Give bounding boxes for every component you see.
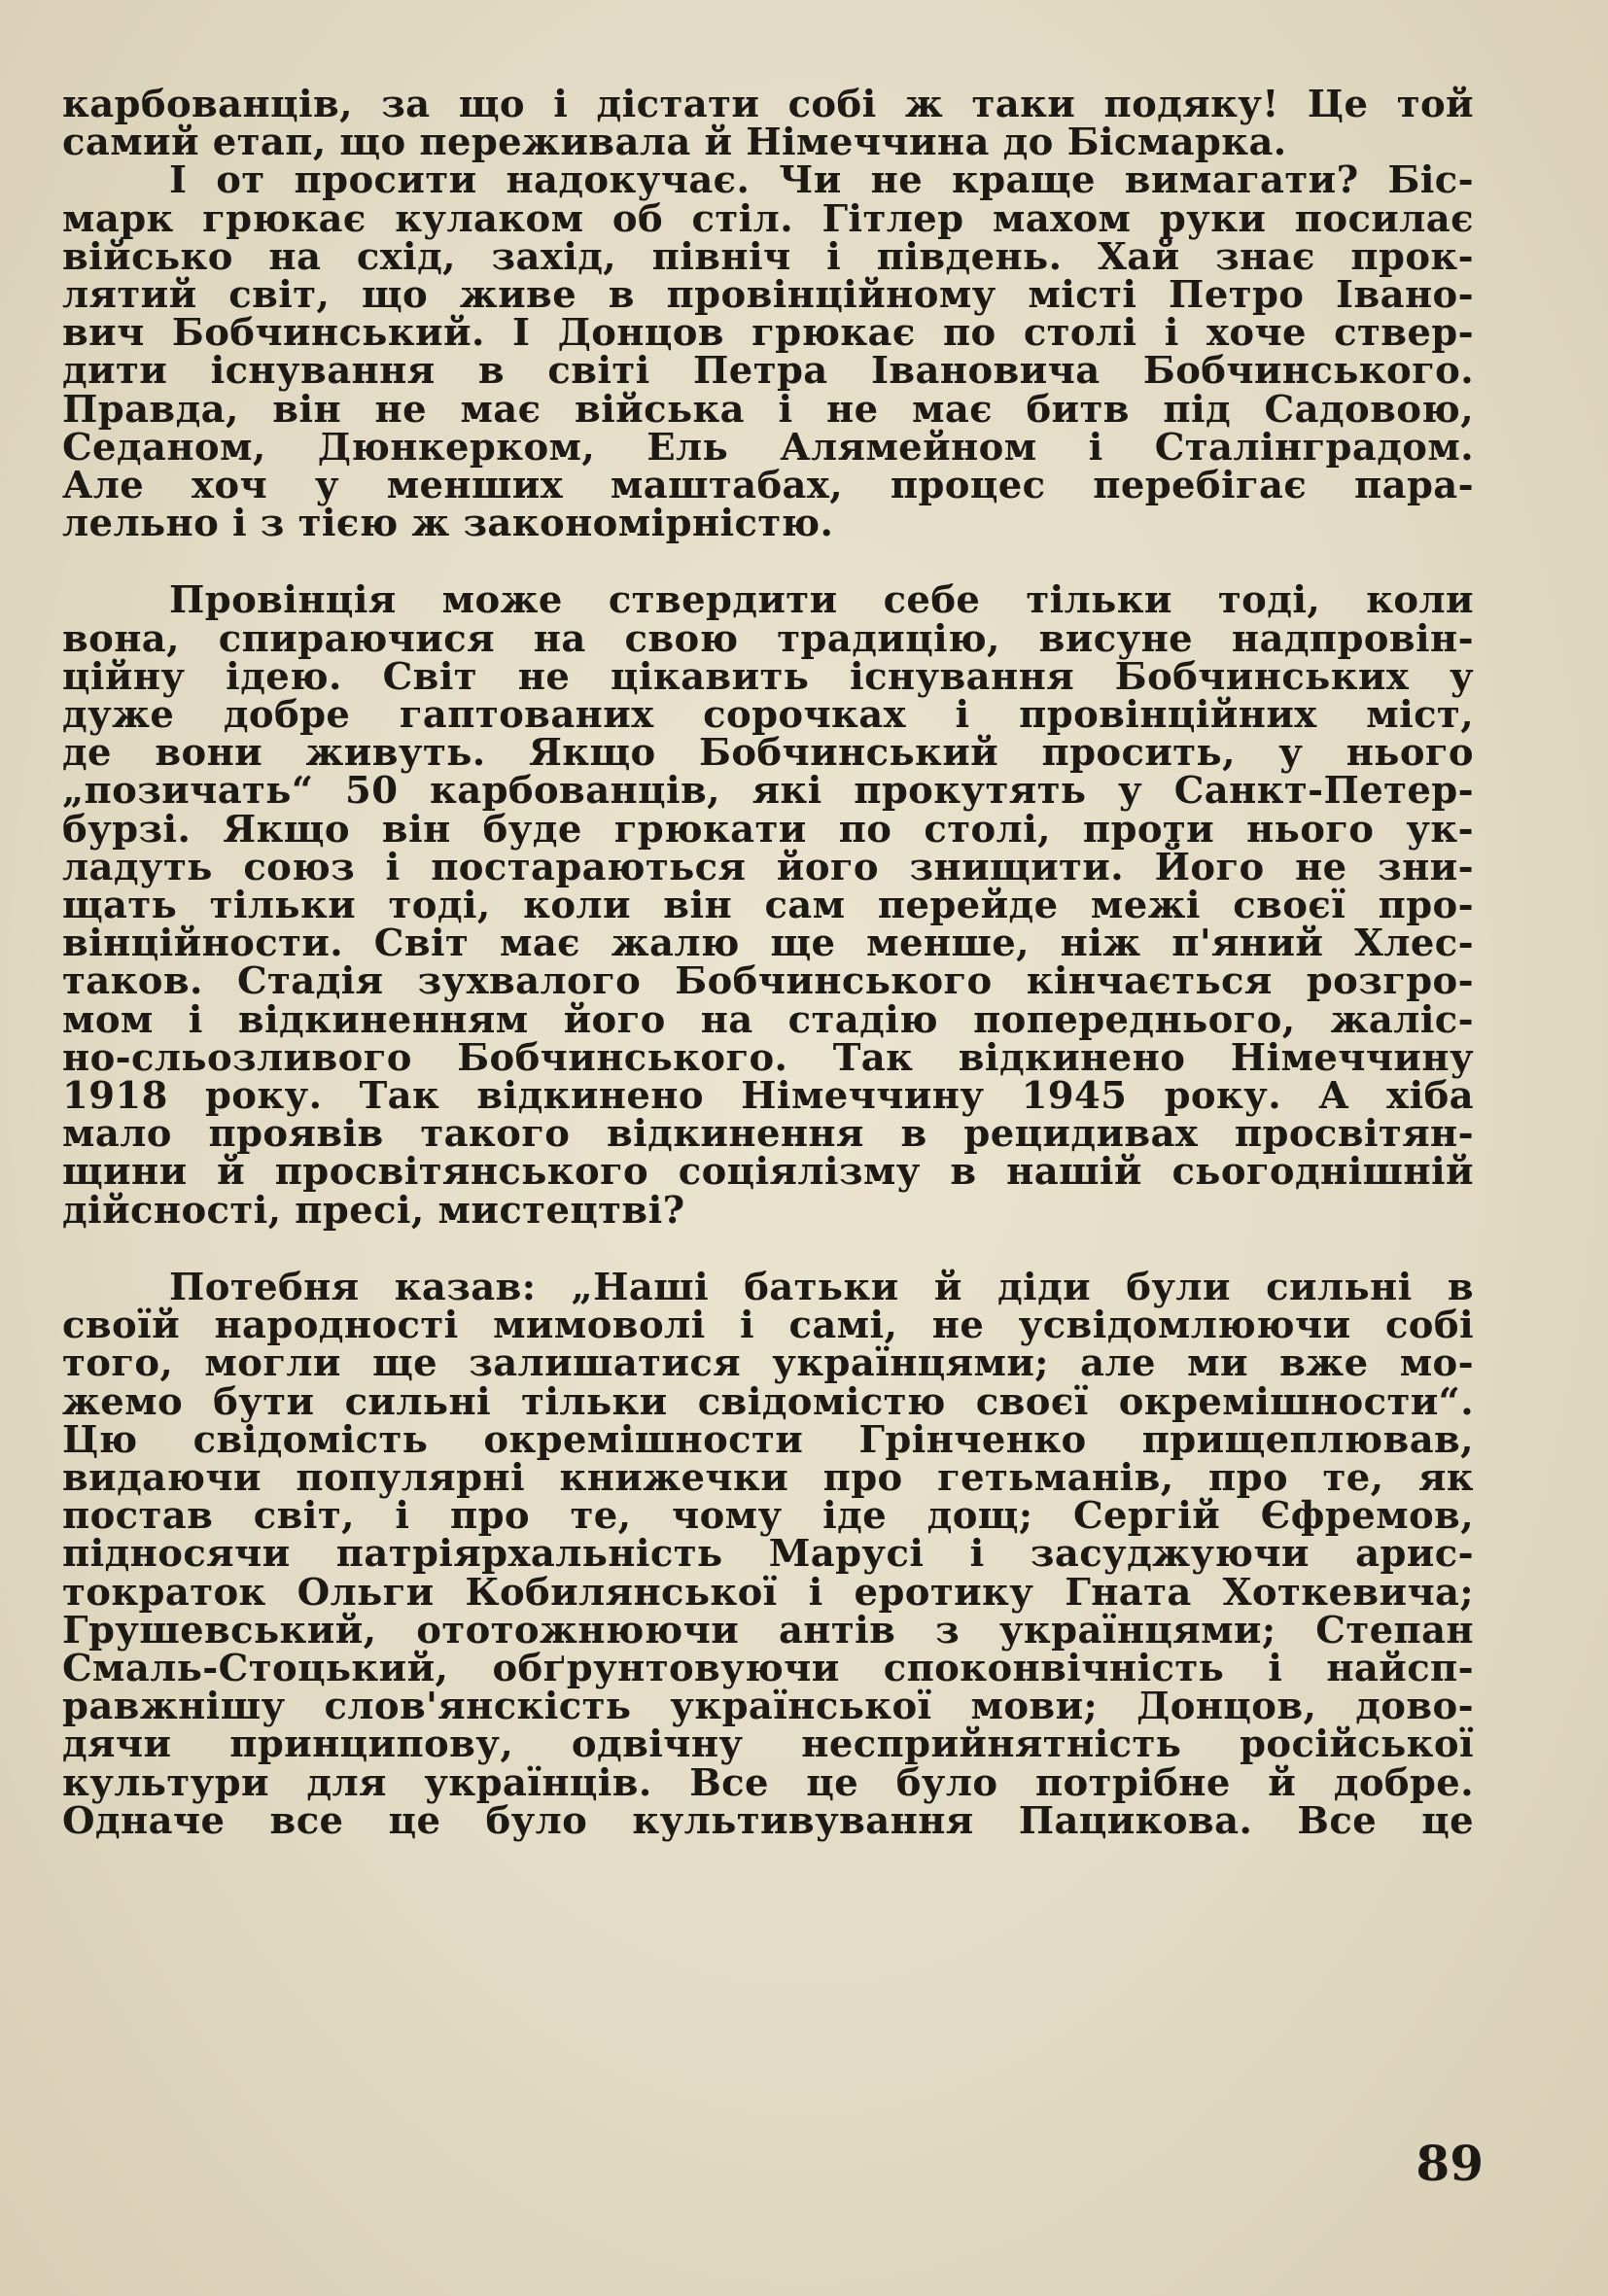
text-line: тократок Ольги Кобилянської і еротику Гната Хоткевича;	[62, 1570, 1474, 1615]
text-line: мало проявів такого відкинення в рецидивах просвітян-	[62, 1112, 1474, 1157]
text-line: марк грюкає кулаком об стіл. Гітлер махом руки посилає	[62, 196, 1474, 241]
text-line: самий етап, що переживала й Німеччина до Бісмарка.	[62, 121, 1287, 165]
paragraph-2	[62, 158, 1474, 546]
text-line: дити існування в світі Петра Івановича Бобчинського.	[62, 349, 1474, 394]
text-line: того, могли ще залишатися українцями; але ми вже мо-	[62, 1341, 1474, 1386]
text-line: дійсності, пресі, мистецтві?	[62, 1188, 685, 1233]
text-line: Але хоч у менших маштабах, процес перебігає пара-	[62, 464, 1474, 508]
body-text	[62, 83, 1474, 1843]
text-line: Смаль-Стоцький, обґрунтовуючи споконвічність і найсп-	[62, 1646, 1474, 1690]
text-line: Грушевський, ототожнюючи антів з українцями; Степан	[62, 1608, 1474, 1652]
paragraph-3	[62, 578, 1474, 1233]
text-line: но-сльозливого Бобчинського. Так відкинено Німеччину	[62, 1035, 1474, 1080]
text-line: дячи принципову, одвічну несприйнятність російської	[62, 1722, 1474, 1767]
text-line: 1918 року. Так відкинено Німеччину 1945 року. А хіба	[62, 1074, 1474, 1119]
text-line: військо на схід, захід, північ і південь. Хай знає прок-	[62, 234, 1474, 279]
text-line: бурзі. Якщо він буде грюкати по столі, проти нього ук-	[62, 807, 1474, 852]
paragraph-gap	[62, 542, 1474, 581]
text-line: підносячи патріярхальність Марусі і засуджуючи арис-	[62, 1532, 1474, 1577]
text-line: Седаном, Дюнкерком, Ель Алямейном і Сталінградом.	[62, 425, 1474, 470]
text-line: жемо бути сильні тільки свідомістю своєї окремішности“.	[62, 1379, 1474, 1424]
text-line: щини й просвітянського соціялізму в нашій сьогоднішній	[62, 1150, 1474, 1195]
text-line: ційну ідею. Світ не цікавить існування Бобчинських у	[62, 654, 1474, 699]
text-line: Цю свідомість окремішности Грінченко прищеплював,	[62, 1417, 1474, 1462]
text-line: лятий світ, що живе в провінційному місті Петро Івано-	[62, 273, 1474, 318]
text-line: Провінція може ствердити себе тільки тоді, коли	[169, 578, 1474, 623]
text-line: таков. Стадія зухвалого Бобчинського кінчається розгро-	[62, 959, 1474, 1004]
text-line: карбованців, за що і дістати собі ж таки подяку! Це той	[62, 83, 1474, 126]
paragraph-gap	[62, 1230, 1474, 1269]
text-line: культури для українців. Все це було потрібне й добре.	[62, 1760, 1474, 1805]
text-line: Одначе все це було культивування Пацикова. Все це	[62, 1798, 1474, 1843]
text-line: вич Бобчинський. І Донцов грюкає по столі і хоче ствер-	[62, 311, 1474, 356]
paragraph-1	[62, 83, 1474, 165]
page-number: 89	[1416, 2135, 1484, 2192]
text-line: „позичать“ 50 карбованців, які прокутять у Санкт-Петер-	[62, 769, 1474, 814]
text-line: Потебня казав: „Наші батьки й діди були сильні в	[169, 1265, 1474, 1309]
text-line: Правда, він не має війська і не має битв під Садовою,	[62, 387, 1474, 432]
text-line: І от просити надокучає. Чи не краще вимагати? Біс-	[169, 158, 1474, 203]
text-line: де вони живуть. Якщо Бобчинський просить, у нього	[62, 731, 1474, 776]
text-line: мом і відкиненням його на стадію попереднього, жаліс-	[62, 997, 1474, 1042]
text-line: лельно і з тією ж закономірністю.	[62, 502, 834, 546]
text-line: дуже добре гаптованих сорочках і провінційних міст,	[62, 693, 1474, 738]
text-line: постав світ, і про те, чому іде дощ; Сергій Єфремов,	[62, 1494, 1474, 1539]
text-line: вінційности. Світ має жалю ще менше, ніж п'яний Хлес-	[62, 922, 1474, 966]
text-line: видаючи популярні книжечки про гетьманів, про те, як	[62, 1455, 1474, 1500]
paragraph-4	[62, 1265, 1474, 1843]
text-line: вона, спираючися на свою традицію, висуне надпровін-	[62, 616, 1474, 661]
text-line: щать тільки тоді, коли він сам перейде межі своєї про-	[62, 884, 1474, 928]
text-line: своїй народності мимоволі і самі, не усвідомлюючи собі	[62, 1304, 1474, 1348]
text-line: равжнішу слов'янскість української мови; Донцов, дово-	[62, 1685, 1474, 1729]
text-line: ладуть союз і постараються його знищити. Його не зни-	[62, 845, 1474, 889]
